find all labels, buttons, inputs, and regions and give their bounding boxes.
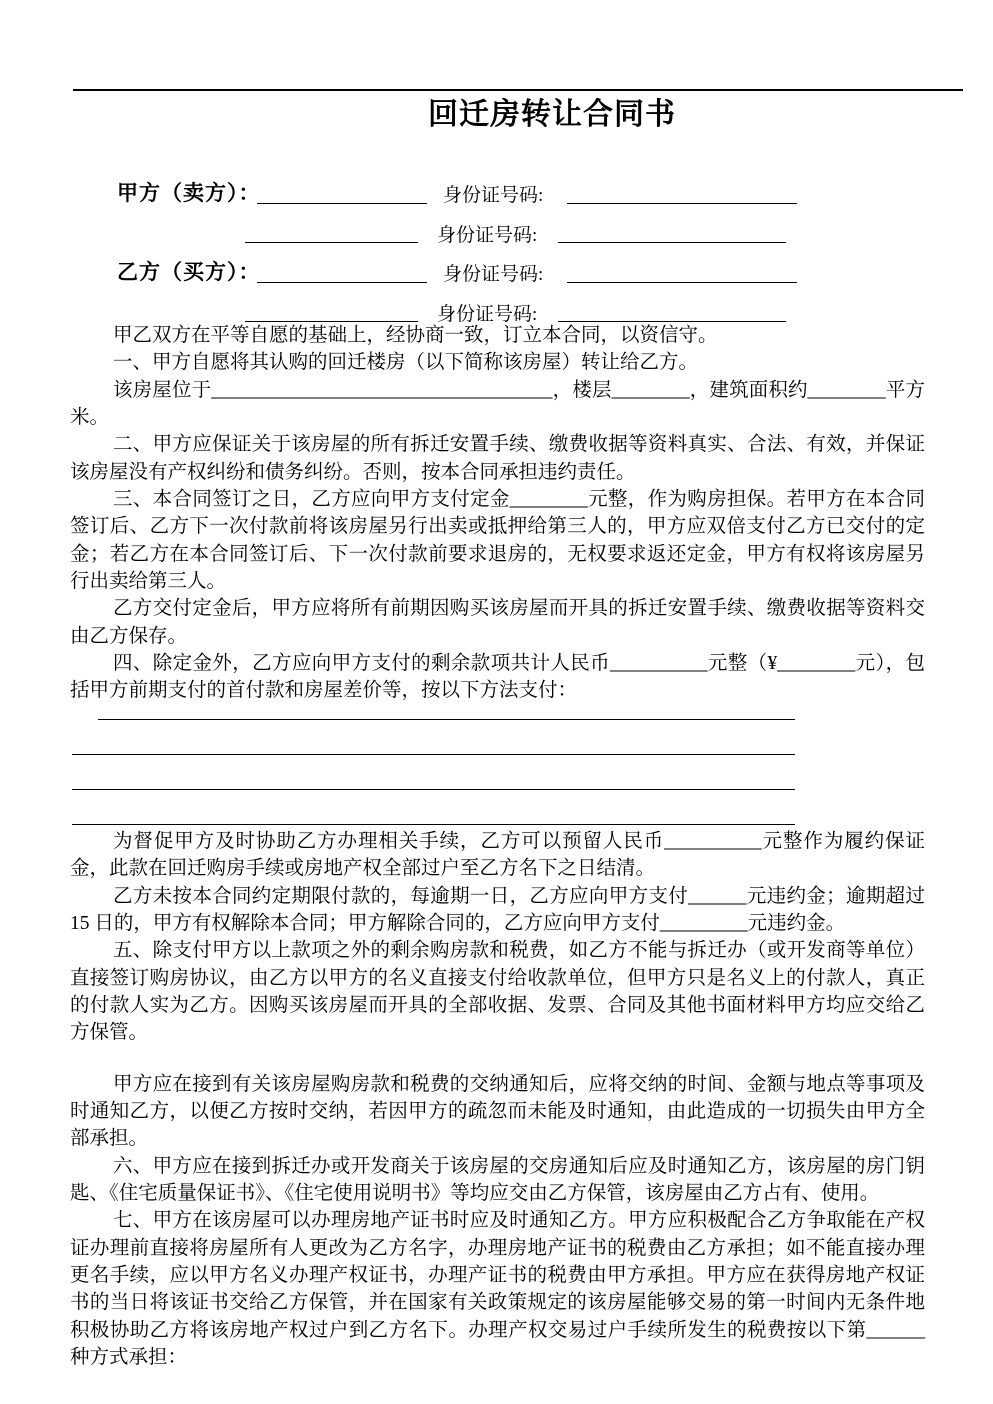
id-number-label: 身份证号码: [443, 185, 544, 206]
clause-3-deposit: 乙方交付定金后，甲方应将所有前期因购买该房屋而开具的拆迁安置手续、缴费收据等资料交由乙方保存。 [70, 598, 925, 647]
party-a-id2-blank[interactable] [558, 242, 786, 243]
clause-4-guarantee: 为督促甲方及时协助乙方办理相关手续，乙方可以预留人民币__________元整作为履约保证金，此款在回迁购房手续或房地产权全部过户至乙方名下之日结清。 [70, 830, 925, 880]
clause-2: 二、甲方应保证关于该房屋的所有拆迁安置手续、缴费收据等资料真实、合法、有效，并保证该房屋没有产权纠纷和债务纠纷。否则，按本合同承担违约责任。 [70, 434, 925, 483]
id-number-label: 身份证号码: [437, 224, 538, 246]
party-b-label: 乙方（买方）： [117, 260, 261, 284]
page-title: 回迁房转让合同书 [428, 98, 676, 131]
clause-7: 七、甲方在该房屋可以办理房地产证书时应及时通知乙方。甲方应积极配合乙方争取能在产权证办理前直接将房屋所有人更改为乙方名字，办理房地产证书的税费由乙方承担；如不能直接办理更名手续，应以甲方名义办理产权证书，办理产证书的税费由甲方承担。甲方应在获得房地产权证书的当日将该证书交给乙方保管，并在国家有关政策规定的该房屋能够交易的第一时间内无条件地积极协助乙方将该房地产权过户到乙方名下。办理产权交易过户手续所发生的税费按以下第______种方式承担： [70, 1210, 925, 1368]
clause-4: 四、除定金外，乙方应向甲方支付的剩余款项共计人民币__________元整（¥________元），包括甲方前期支付的首付款和房屋差价等，按以下方法支付： [70, 653, 925, 702]
clause-4-penalty: 乙方未按本合同约定期限付款的，每逾期一日，乙方应向甲方支付______元违约金；逾期超过 15 日的，甲方有权解除本合同；甲方解除合同的，乙方应向甲方支付_________元违约金。 [70, 885, 925, 934]
party-b-row [70, 251, 940, 291]
party-b-name-blank[interactable] [257, 282, 427, 283]
clause-6: 六、甲方应在接到拆迁办或开发商关于该房屋的交房通知后应及时通知乙方，该房屋的房门钥匙、《住宅质量保证书》、《住宅使用说明书》等均应交由乙方保管，该房屋由乙方占有、使用。 [70, 1155, 925, 1204]
id-number-label: 身份证号码: [437, 303, 538, 325]
payment-method-blank-line[interactable] [98, 707, 795, 720]
payment-method-blank-line[interactable] [72, 755, 795, 790]
party-a-id-blank[interactable] [567, 203, 797, 204]
clause-5: 五、除支付甲方以上款项之外的剩余购房款和税费，如乙方不能与拆迁办（或开发商等单位）直接签订购房协议，由乙方以甲方的名义直接支付给收款单位，但甲方只是名义上的付款人，真正的付款人实为乙方。因购买该房屋而开具的全部收据、发票、合同及其他书面材料甲方均应交给乙方保管。 [70, 940, 925, 1044]
party-a-name-blank[interactable] [257, 203, 427, 204]
clause-5-notice: 甲方应在接到有关该房屋购房款和税费的交纳通知后，应将交纳的时间、金额与地点等事项及时通知乙方，以便乙方按时交纳，若因甲方的疏忽而未能及时通知，由此造成的一切损失由甲方全部承担。 [70, 1073, 925, 1150]
payment-method-blank-line[interactable] [72, 720, 795, 755]
clause-3: 三、本合同签订之日，乙方应向甲方支付定金________元整，作为购房担保。若甲方在本合同签订后、乙方下一次付款前将该房屋另行出卖或抵押给第三人的，甲方应双倍支付乙方已交付的定金；若乙方在本合同签订后、下一次付款前要求退房的，无权要求返还定金，甲方有权将该房屋另行出卖给第三人。 [70, 489, 925, 593]
contract-body [70, 322, 925, 1371]
header-rule [73, 89, 963, 91]
payment-method-section [70, 707, 925, 825]
party-a-row [70, 172, 940, 212]
id-number-label: 身份证号码: [443, 264, 544, 285]
party-a-name2-blank[interactable] [245, 242, 418, 243]
payment-method-blank-line[interactable] [72, 790, 795, 825]
clause-1: 一、甲方自愿将其认购的回迁楼房（以下简称该房屋）转让给乙方。 [113, 352, 699, 374]
clause-1-location: 该房屋位于___________________________________，楼层________，建筑面积约________平方米。 [70, 379, 925, 429]
clause-preamble: 甲乙双方在平等自愿的基础上，经协商一致，订立本合同，以资信守。 [113, 325, 718, 346]
party-a-label: 甲方（卖方）： [117, 181, 261, 205]
party-a-second-row [70, 212, 940, 252]
parties-block [70, 172, 940, 330]
party-b-id-blank[interactable] [567, 282, 797, 283]
